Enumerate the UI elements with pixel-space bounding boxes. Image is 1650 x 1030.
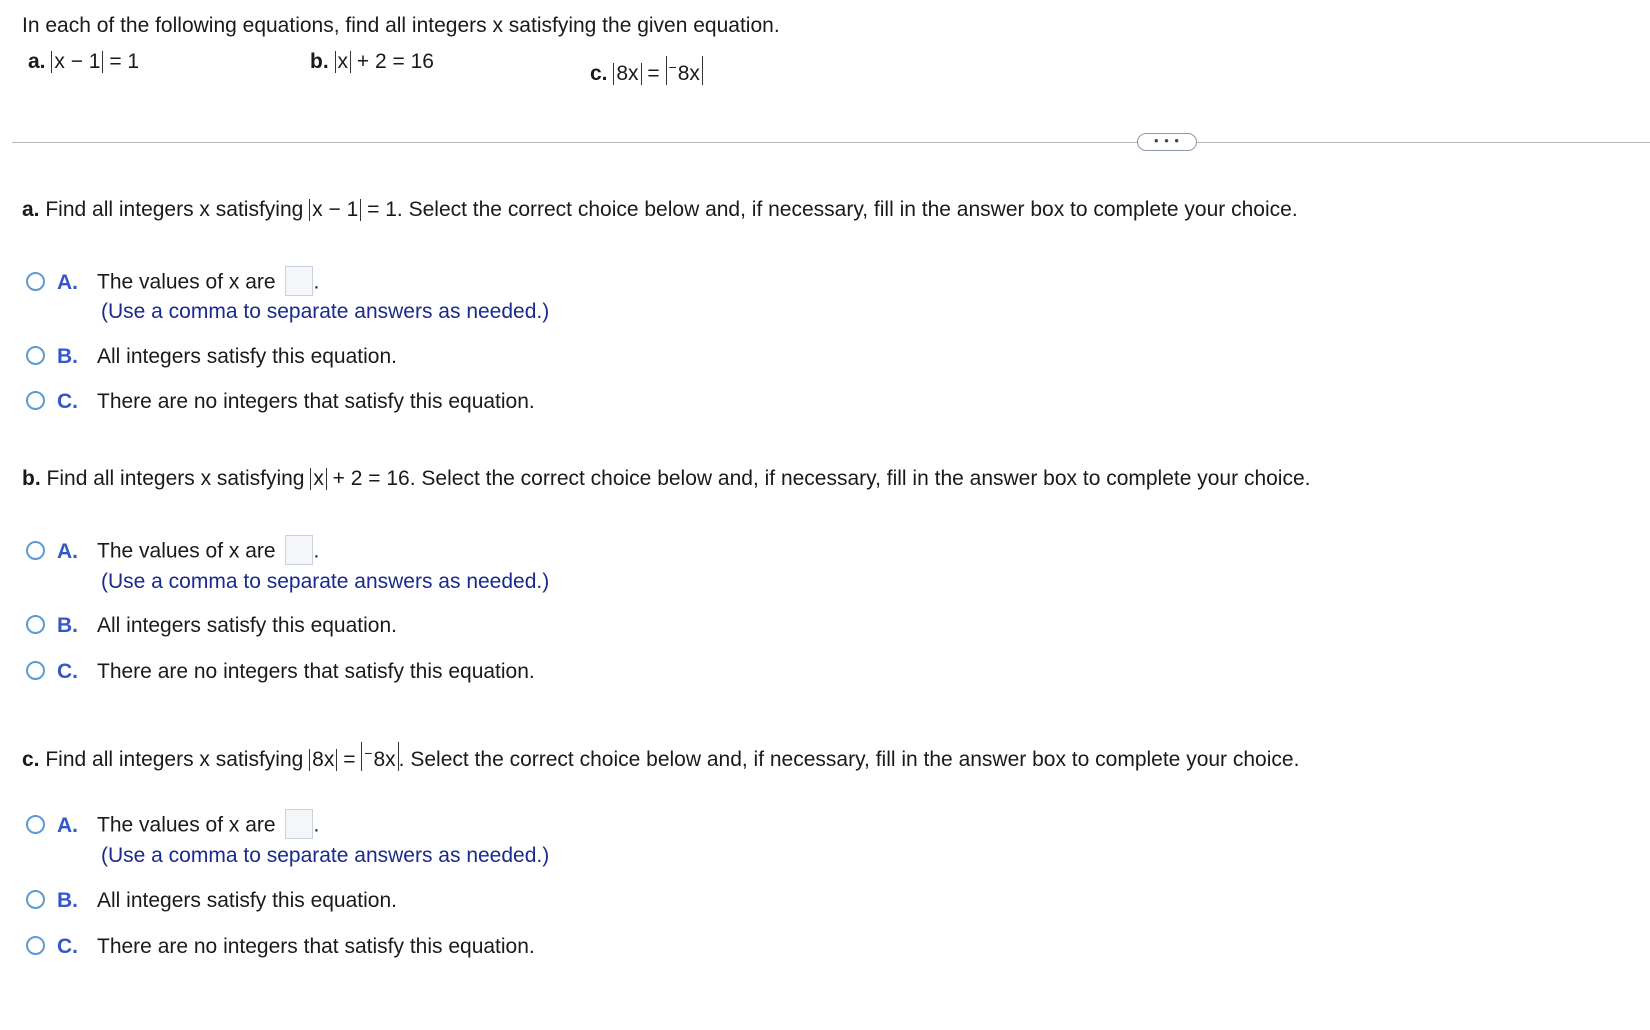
question-c: c. Find all integers x satisfying 8x = −8x . Select the correct choice below and, if necessary, fill in the answer box to complete your choice. [22,742,1299,772]
choice-a-A[interactable]: A. The values of x are . [26,268,319,298]
choice-text: The values of x are [97,270,276,294]
equation-a-abs: x − 1 [51,51,103,73]
choice-c-A[interactable]: A. The values of x are . [26,811,319,841]
choice-b-C[interactable] [26,660,535,684]
question-c-prefix: Find all integers x satisfying [45,748,304,771]
choice-letter: A. [57,539,78,563]
choice-text: The values of x are [97,813,276,837]
choice-a-C[interactable] [26,390,535,414]
choice-letter: B. [57,889,78,912]
equation-a-right: = 1 [109,50,140,73]
question-c-eq: = [343,748,356,771]
choice-b-A[interactable]: A. The values of x are . [26,537,319,567]
choice-letter: A. [57,813,78,837]
question-a-label: a. [22,198,40,221]
question-b-suffix: Select the correct choice below and, if necessary, fill in the answer box to complete your choice. [421,467,1311,490]
question-c-abs-right [361,742,398,771]
equation-b [310,50,434,74]
equation-b-abs: x [335,51,352,73]
question-c-label: c. [22,748,40,771]
choice-c-C[interactable] [26,935,535,959]
radio-button[interactable] [26,615,45,634]
question-b-abs: x [310,468,327,490]
question-a-prefix: Find all integers x satisfying [45,198,304,221]
equation-b-right: + 2 = 16 [356,50,434,73]
question-a: a. Find all integers x satisfying x − 1 = 1. Select the correct choice below and, if necessary, fill in the answer box to complete your choice. [22,198,1298,221]
choice-letter: C. [57,660,78,683]
section-divider [12,142,1650,143]
radio-button[interactable] [26,661,45,680]
choice-letter: B. [57,345,78,368]
equation-a-label: a. [28,50,46,73]
choice-text: There are no integers that satisfy this equation. [97,660,535,683]
more-options-button[interactable]: • • • [1137,133,1197,151]
question-a-right: = 1 [367,198,397,221]
choice-text: All integers satisfy this equation. [97,345,397,368]
choice-text: All integers satisfy this equation. [97,614,397,637]
question-b: b. Find all integers x satisfying x + 2 = 16. Select the correct choice below and, if necessary, fill in the answer box to complete your choice. [22,467,1311,490]
equation-c [590,56,703,86]
equation-c-label: c. [590,62,608,85]
choice-letter: C. [57,935,78,958]
choice-text: There are no integers that satisfy this equation. [97,935,535,958]
hint-text-b: (Use a comma to separate answers as needed.) [101,570,550,593]
question-a-suffix: Select the correct choice below and, if necessary, fill in the answer box to complete your choice. [408,198,1298,221]
answer-box-a[interactable] [285,266,313,296]
radio-button[interactable] [26,815,45,834]
hint-text-c: (Use a comma to separate answers as needed.) [101,844,550,867]
choice-text: The values of x are [97,539,276,563]
choice-b-B[interactable] [26,614,397,638]
question-c-right: 8x [373,748,396,771]
equation-c-abs-left: 8x [613,63,641,85]
choice-text: All integers satisfy this equation. [97,889,397,912]
answer-box-b[interactable] [285,535,313,565]
choice-letter: C. [57,390,78,413]
choice-text: There are no integers that satisfy this equation. [97,390,535,413]
equation-b-label: b. [310,50,329,73]
intro-text: In each of the following equations, find all integers x satisfying the given equation. [22,14,780,37]
question-c-suffix: Select the correct choice below and, if necessary, fill in the answer box to complete your choice. [410,748,1300,771]
choice-letter: A. [57,270,78,294]
equation-a [28,50,139,74]
question-b-label: b. [22,467,41,490]
radio-button[interactable] [26,936,45,955]
question-c-neg: − [364,745,373,761]
radio-button[interactable] [26,391,45,410]
choice-letter: B. [57,614,78,637]
radio-button[interactable] [26,272,45,291]
equation-c-abs-right [666,56,703,85]
choice-c-B[interactable] [26,889,397,913]
question-a-abs: x − 1 [309,199,361,221]
answer-box-c[interactable] [285,809,313,839]
question-b-prefix: Find all integers x satisfying [46,467,305,490]
hint-text-a: (Use a comma to separate answers as needed.) [101,300,550,323]
equation-c-eq: = [647,62,660,85]
question-b-right: + 2 = 16 [332,467,410,490]
radio-button[interactable] [26,541,45,560]
choice-a-B[interactable] [26,345,397,369]
radio-button[interactable] [26,346,45,365]
equation-c-right: 8x [677,62,700,85]
question-c-abs-left: 8x [309,749,337,771]
radio-button[interactable] [26,890,45,909]
equation-c-neg: − [668,59,677,75]
